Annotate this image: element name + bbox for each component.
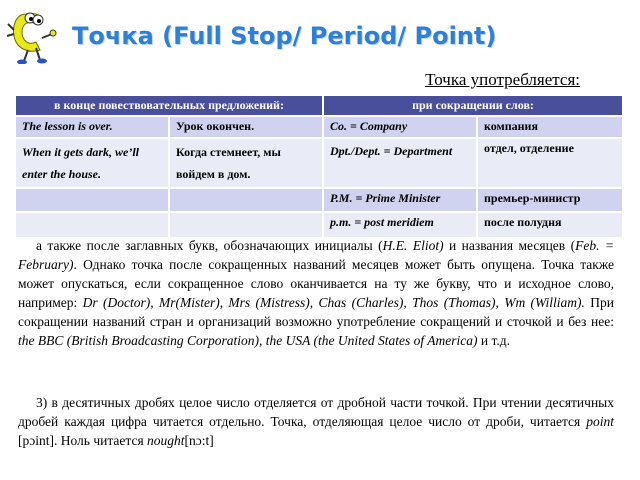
table-cell-translation: компания — [478, 117, 624, 139]
table-header-row — [16, 96, 624, 117]
table-cell-abbreviation: P.M. = Prime Minister — [324, 189, 478, 213]
page-subtitle: Точка употребляется: — [425, 70, 580, 89]
table-row — [16, 117, 624, 139]
table-cell-translation: премьер-министр — [478, 189, 624, 213]
table-cell-russian — [170, 189, 324, 213]
col-header-abbreviations: при сокращении слов: — [324, 96, 624, 117]
text-run: [pɔint]. Ноль читается — [18, 433, 148, 448]
table-cell-english — [16, 189, 170, 213]
text-run: и названия месяцев ( — [443, 238, 576, 253]
table-cell-russian: Урок окончен. — [170, 117, 324, 139]
text-run: [nɔ:t] — [184, 433, 214, 448]
table-row — [16, 139, 624, 189]
text-run: . Однако точка после сокращенных названий месяцев может быть опущена. Точка также может опускаться, если сокращенное слово оканчивается на ту же букву, что и исходное слово, например: — [18, 257, 614, 310]
text-run: 3) в десятичных дробях целое число отделяется от дробной части точкой. При чтении десятичных дробей каждая цифра читается отдельно. Точка, отделяющая целое число от дроби, читается — [18, 395, 614, 429]
table-cell-english: The lesson is over. — [16, 117, 170, 139]
example-italic: nought — [147, 433, 185, 448]
table-row — [16, 189, 624, 213]
paragraph-decimals — [18, 393, 614, 450]
usage-table — [16, 96, 624, 239]
example-italic: point — [586, 414, 614, 429]
table-cell-translation: после полудня — [478, 213, 624, 239]
paragraph-initials-months — [18, 236, 614, 350]
example-italic: H.E. Eliot) — [382, 238, 444, 253]
table-cell-english: When it gets dark, we’ll enter the house. — [16, 139, 170, 189]
title-area — [0, 0, 640, 66]
example-italic: Dr (Doctor), Mr(Mister), Mrs (Mistress), Chas (Charles), Thos (Thomas), Wm (William). — [82, 295, 585, 310]
table-cell-abbreviation: Co. = Company — [324, 117, 478, 139]
example-italic: the BBC (British Broadcasting Corporation), the USA (the United States of America) — [18, 333, 478, 348]
table-cell-abbreviation: Dpt./Dept. = Department — [324, 139, 478, 189]
table-cell-translation: отдел, отделение — [478, 139, 624, 189]
text-run: и т.д. — [477, 333, 510, 348]
col-header-sentences: в конце повествовательных предложений: — [16, 96, 324, 117]
table-cell-abbreviation: p.m. = post meridiem — [324, 213, 478, 239]
text-run: При сокращении названий стран и организаций возможно употребление сокращений и сточкой и без нее: — [18, 295, 615, 329]
table-cell-russian: Когда стемнеет, мы войдем в дом. — [170, 139, 324, 189]
cartoon-letter-mascot-icon — [6, 4, 64, 64]
page-title: Точка (Full Stop/ Period/ Point) — [72, 22, 497, 50]
example-italic: Feb. = February) — [18, 238, 614, 272]
text-run: а также после заглавных букв, обозначающих инициалы ( — [36, 238, 383, 253]
